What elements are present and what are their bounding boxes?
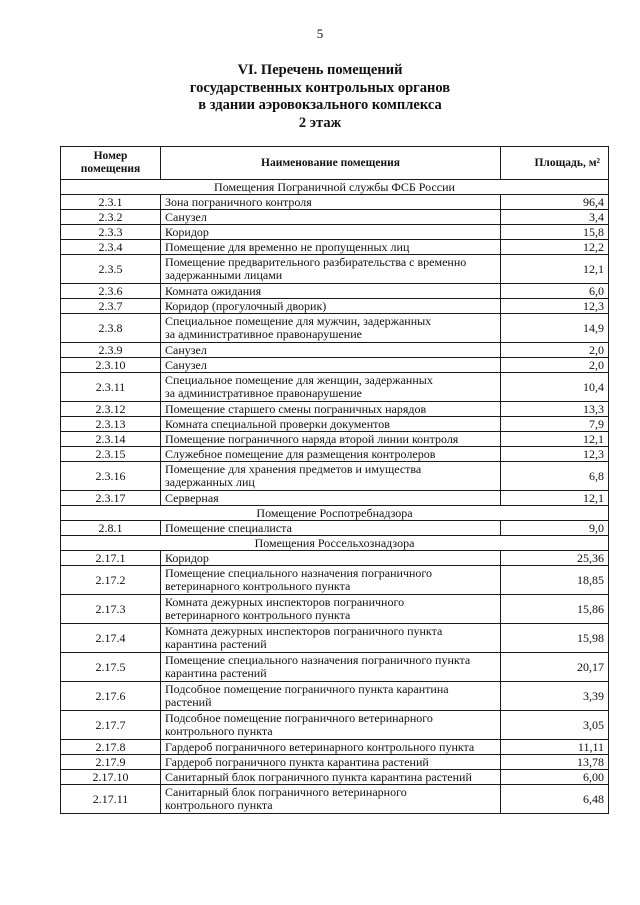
room-name-line: Санитарный блок пограничного ветеринарного bbox=[165, 785, 407, 799]
room-name-line: Серверная bbox=[165, 490, 219, 505]
room-name-line: Санузел bbox=[165, 209, 207, 224]
room-name bbox=[161, 417, 501, 432]
section-row bbox=[61, 180, 609, 195]
table-row bbox=[61, 653, 609, 682]
table-row bbox=[61, 785, 609, 814]
table-row bbox=[61, 770, 609, 785]
room-name bbox=[161, 785, 501, 814]
room-name-line: Помещение для хранения предметов и имущества bbox=[165, 462, 422, 476]
room-number: 2.3.1 bbox=[61, 195, 161, 210]
room-area: 3,4 bbox=[501, 210, 609, 225]
room-name-line: Коридор (прогулочный дворик) bbox=[165, 298, 327, 313]
room-number: 2.3.8 bbox=[61, 314, 161, 343]
page-number: 5 bbox=[316, 26, 324, 41]
room-number: 2.17.3 bbox=[61, 595, 161, 624]
room-number: 2.17.9 bbox=[61, 755, 161, 770]
room-area: 15,86 bbox=[501, 595, 609, 624]
room-name-line: Гардероб пограничного пункта карантина растений bbox=[165, 754, 429, 769]
table-row bbox=[61, 358, 609, 373]
room-name bbox=[161, 755, 501, 770]
room-name-line: Помещение пограничного наряда второй линии контроля bbox=[165, 431, 459, 446]
table-row bbox=[61, 462, 609, 491]
table-row bbox=[61, 210, 609, 225]
table-row bbox=[61, 491, 609, 506]
room-name bbox=[161, 210, 501, 225]
room-name bbox=[161, 551, 501, 566]
section-row bbox=[61, 506, 609, 521]
room-name bbox=[161, 358, 501, 373]
room-area: 7,9 bbox=[501, 417, 609, 432]
room-name bbox=[161, 195, 501, 210]
room-area: 96,4 bbox=[501, 195, 609, 210]
table-row bbox=[61, 373, 609, 402]
room-name-line: контрольного пункта bbox=[165, 724, 273, 738]
room-area: 12,1 bbox=[501, 491, 609, 506]
room-area: 6,0 bbox=[501, 284, 609, 299]
table-row bbox=[61, 740, 609, 755]
room-number: 2.3.17 bbox=[61, 491, 161, 506]
room-name bbox=[161, 491, 501, 506]
table-row bbox=[61, 432, 609, 447]
room-number: 2.17.11 bbox=[61, 785, 161, 814]
room-number: 2.17.2 bbox=[61, 566, 161, 595]
room-name-line: Комната ожидания bbox=[165, 283, 262, 298]
room-area: 11,11 bbox=[501, 740, 609, 755]
table-row bbox=[61, 284, 609, 299]
room-number: 2.3.10 bbox=[61, 358, 161, 373]
table-row bbox=[61, 566, 609, 595]
room-name-line: Коридор bbox=[165, 550, 209, 565]
room-area: 6,48 bbox=[501, 785, 609, 814]
room-number: 2.17.8 bbox=[61, 740, 161, 755]
room-name-line: Гардероб пограничного ветеринарного контрольного пункта bbox=[165, 739, 475, 754]
table-row bbox=[61, 447, 609, 462]
room-area: 12,2 bbox=[501, 240, 609, 255]
room-name-line: Помещение для временно не пропущенных лиц bbox=[165, 239, 410, 254]
document-title bbox=[0, 62, 640, 132]
room-name-line: карантина растений bbox=[165, 666, 267, 680]
room-area: 10,4 bbox=[501, 373, 609, 402]
table-row bbox=[61, 521, 609, 536]
room-number: 2.3.13 bbox=[61, 417, 161, 432]
room-area: 15,8 bbox=[501, 225, 609, 240]
room-number: 2.3.4 bbox=[61, 240, 161, 255]
room-name bbox=[161, 711, 501, 740]
table-row bbox=[61, 402, 609, 417]
room-name bbox=[161, 770, 501, 785]
room-name-line: задержанных лиц bbox=[165, 475, 255, 489]
room-number: 2.3.2 bbox=[61, 210, 161, 225]
room-name-line: ветеринарного контрольного пункта bbox=[165, 608, 351, 622]
room-area: 3,05 bbox=[501, 711, 609, 740]
table-row bbox=[61, 343, 609, 358]
room-area: 6,00 bbox=[501, 770, 609, 785]
room-number: 2.3.9 bbox=[61, 343, 161, 358]
room-area: 25,36 bbox=[501, 551, 609, 566]
section-title: Помещения Россельхознадзора bbox=[61, 536, 609, 551]
room-name-line: Специальное помещение для мужчин, задержанных bbox=[165, 314, 432, 328]
room-number: 2.17.10 bbox=[61, 770, 161, 785]
room-name bbox=[161, 653, 501, 682]
room-name-line: Подсобное помещение пограничного ветеринарного bbox=[165, 711, 433, 725]
room-name bbox=[161, 402, 501, 417]
room-name-line: Помещение предварительного разбирательства с временно bbox=[165, 255, 467, 269]
room-name-line: Санузел bbox=[165, 342, 207, 357]
section-title: Помещение Роспотребнадзора bbox=[61, 506, 609, 521]
room-area: 9,0 bbox=[501, 521, 609, 536]
room-number: 2.17.6 bbox=[61, 682, 161, 711]
room-area: 13,3 bbox=[501, 402, 609, 417]
room-name-line: Комната специальной проверки документов bbox=[165, 416, 390, 431]
room-area: 12,1 bbox=[501, 255, 609, 284]
table-row bbox=[61, 195, 609, 210]
room-area: 20,17 bbox=[501, 653, 609, 682]
table-row bbox=[61, 624, 609, 653]
table-row bbox=[61, 711, 609, 740]
table-row bbox=[61, 255, 609, 284]
room-area: 2,0 bbox=[501, 343, 609, 358]
room-name-line: Помещение специального назначения пограничного bbox=[165, 566, 433, 580]
header-area: Площадь, м² bbox=[501, 147, 609, 180]
room-name-line: Служебное помещение для размещения контролеров bbox=[165, 446, 436, 461]
table-row bbox=[61, 314, 609, 343]
room-name bbox=[161, 284, 501, 299]
room-name-line: задержанными лицами bbox=[165, 268, 283, 282]
section-row bbox=[61, 536, 609, 551]
room-name bbox=[161, 624, 501, 653]
room-number: 2.3.3 bbox=[61, 225, 161, 240]
room-name bbox=[161, 595, 501, 624]
section-title: Помещения Пограничной службы ФСБ России bbox=[61, 180, 609, 195]
room-number: 2.3.6 bbox=[61, 284, 161, 299]
table-row bbox=[61, 299, 609, 314]
room-name-line: контрольного пункта bbox=[165, 798, 273, 812]
room-name-line: за административное правонарушение bbox=[165, 327, 362, 341]
table-row bbox=[61, 240, 609, 255]
title-line: в здании аэровокзального комплекса bbox=[198, 97, 442, 113]
room-name-line: Помещение специалиста bbox=[165, 520, 292, 535]
room-number: 2.3.5 bbox=[61, 255, 161, 284]
rooms-table bbox=[60, 146, 609, 814]
room-number: 2.17.5 bbox=[61, 653, 161, 682]
table-row bbox=[61, 551, 609, 566]
room-number: 2.8.1 bbox=[61, 521, 161, 536]
room-name-line: Коридор bbox=[165, 224, 209, 239]
room-number: 2.3.7 bbox=[61, 299, 161, 314]
room-number: 2.3.15 bbox=[61, 447, 161, 462]
room-area: 12,3 bbox=[501, 299, 609, 314]
room-name bbox=[161, 240, 501, 255]
room-name bbox=[161, 521, 501, 536]
table-row bbox=[61, 682, 609, 711]
room-name-line: Зона пограничного контроля bbox=[165, 194, 312, 209]
room-name-line: Комната дежурных инспекторов пограничного bbox=[165, 595, 405, 609]
room-name-line: растений bbox=[165, 695, 212, 709]
room-name-line: за административное правонарушение bbox=[165, 386, 362, 400]
title-line: VI. Перечень помещений bbox=[237, 62, 403, 78]
header-number bbox=[61, 147, 161, 180]
room-area: 12,1 bbox=[501, 432, 609, 447]
table-row bbox=[61, 225, 609, 240]
room-name bbox=[161, 373, 501, 402]
room-name-line: Санузел bbox=[165, 357, 207, 372]
room-name-line: Помещение специального назначения пограничного пункта bbox=[165, 653, 471, 667]
header-number-line: помещения bbox=[80, 163, 141, 175]
room-number: 2.3.16 bbox=[61, 462, 161, 491]
header-number-line: Номер bbox=[93, 150, 128, 162]
room-area: 3,39 bbox=[501, 682, 609, 711]
room-number: 2.3.14 bbox=[61, 432, 161, 447]
room-area: 12,3 bbox=[501, 447, 609, 462]
room-area: 15,98 bbox=[501, 624, 609, 653]
room-name-line: Подсобное помещение пограничного пункта карантина bbox=[165, 682, 449, 696]
table-row bbox=[61, 755, 609, 770]
room-number: 2.17.1 bbox=[61, 551, 161, 566]
room-name-line: Санитарный блок пограничного пункта карантина растений bbox=[165, 769, 472, 784]
room-name bbox=[161, 314, 501, 343]
room-area: 14,9 bbox=[501, 314, 609, 343]
header-name: Наименование помещения bbox=[161, 147, 501, 180]
room-number: 2.3.12 bbox=[61, 402, 161, 417]
room-name-line: карантина растений bbox=[165, 637, 267, 651]
room-name-line: Комната дежурных инспекторов пограничного пункта bbox=[165, 624, 443, 638]
room-name bbox=[161, 447, 501, 462]
room-name-line: Помещение старшего смены пограничных нарядов bbox=[165, 401, 427, 416]
room-name bbox=[161, 225, 501, 240]
room-name bbox=[161, 566, 501, 595]
room-name-line: Специальное помещение для женщин, задержанных bbox=[165, 373, 433, 387]
table-row bbox=[61, 595, 609, 624]
room-name bbox=[161, 343, 501, 358]
room-number: 2.17.4 bbox=[61, 624, 161, 653]
room-area: 13,78 bbox=[501, 755, 609, 770]
room-area: 2,0 bbox=[501, 358, 609, 373]
room-name bbox=[161, 255, 501, 284]
room-name bbox=[161, 432, 501, 447]
table-row bbox=[61, 417, 609, 432]
room-name bbox=[161, 682, 501, 711]
rooms-body bbox=[61, 180, 609, 814]
room-name bbox=[161, 462, 501, 491]
room-name bbox=[161, 740, 501, 755]
room-area: 18,85 bbox=[501, 566, 609, 595]
room-name bbox=[161, 299, 501, 314]
title-line: 2 этаж bbox=[298, 114, 342, 131]
room-number: 2.17.7 bbox=[61, 711, 161, 740]
room-area: 6,8 bbox=[501, 462, 609, 491]
title-line: государственных контрольных органов bbox=[189, 79, 451, 96]
room-name-line: ветеринарного контрольного пункта bbox=[165, 579, 351, 593]
table-header-row bbox=[61, 147, 609, 180]
room-number: 2.3.11 bbox=[61, 373, 161, 402]
